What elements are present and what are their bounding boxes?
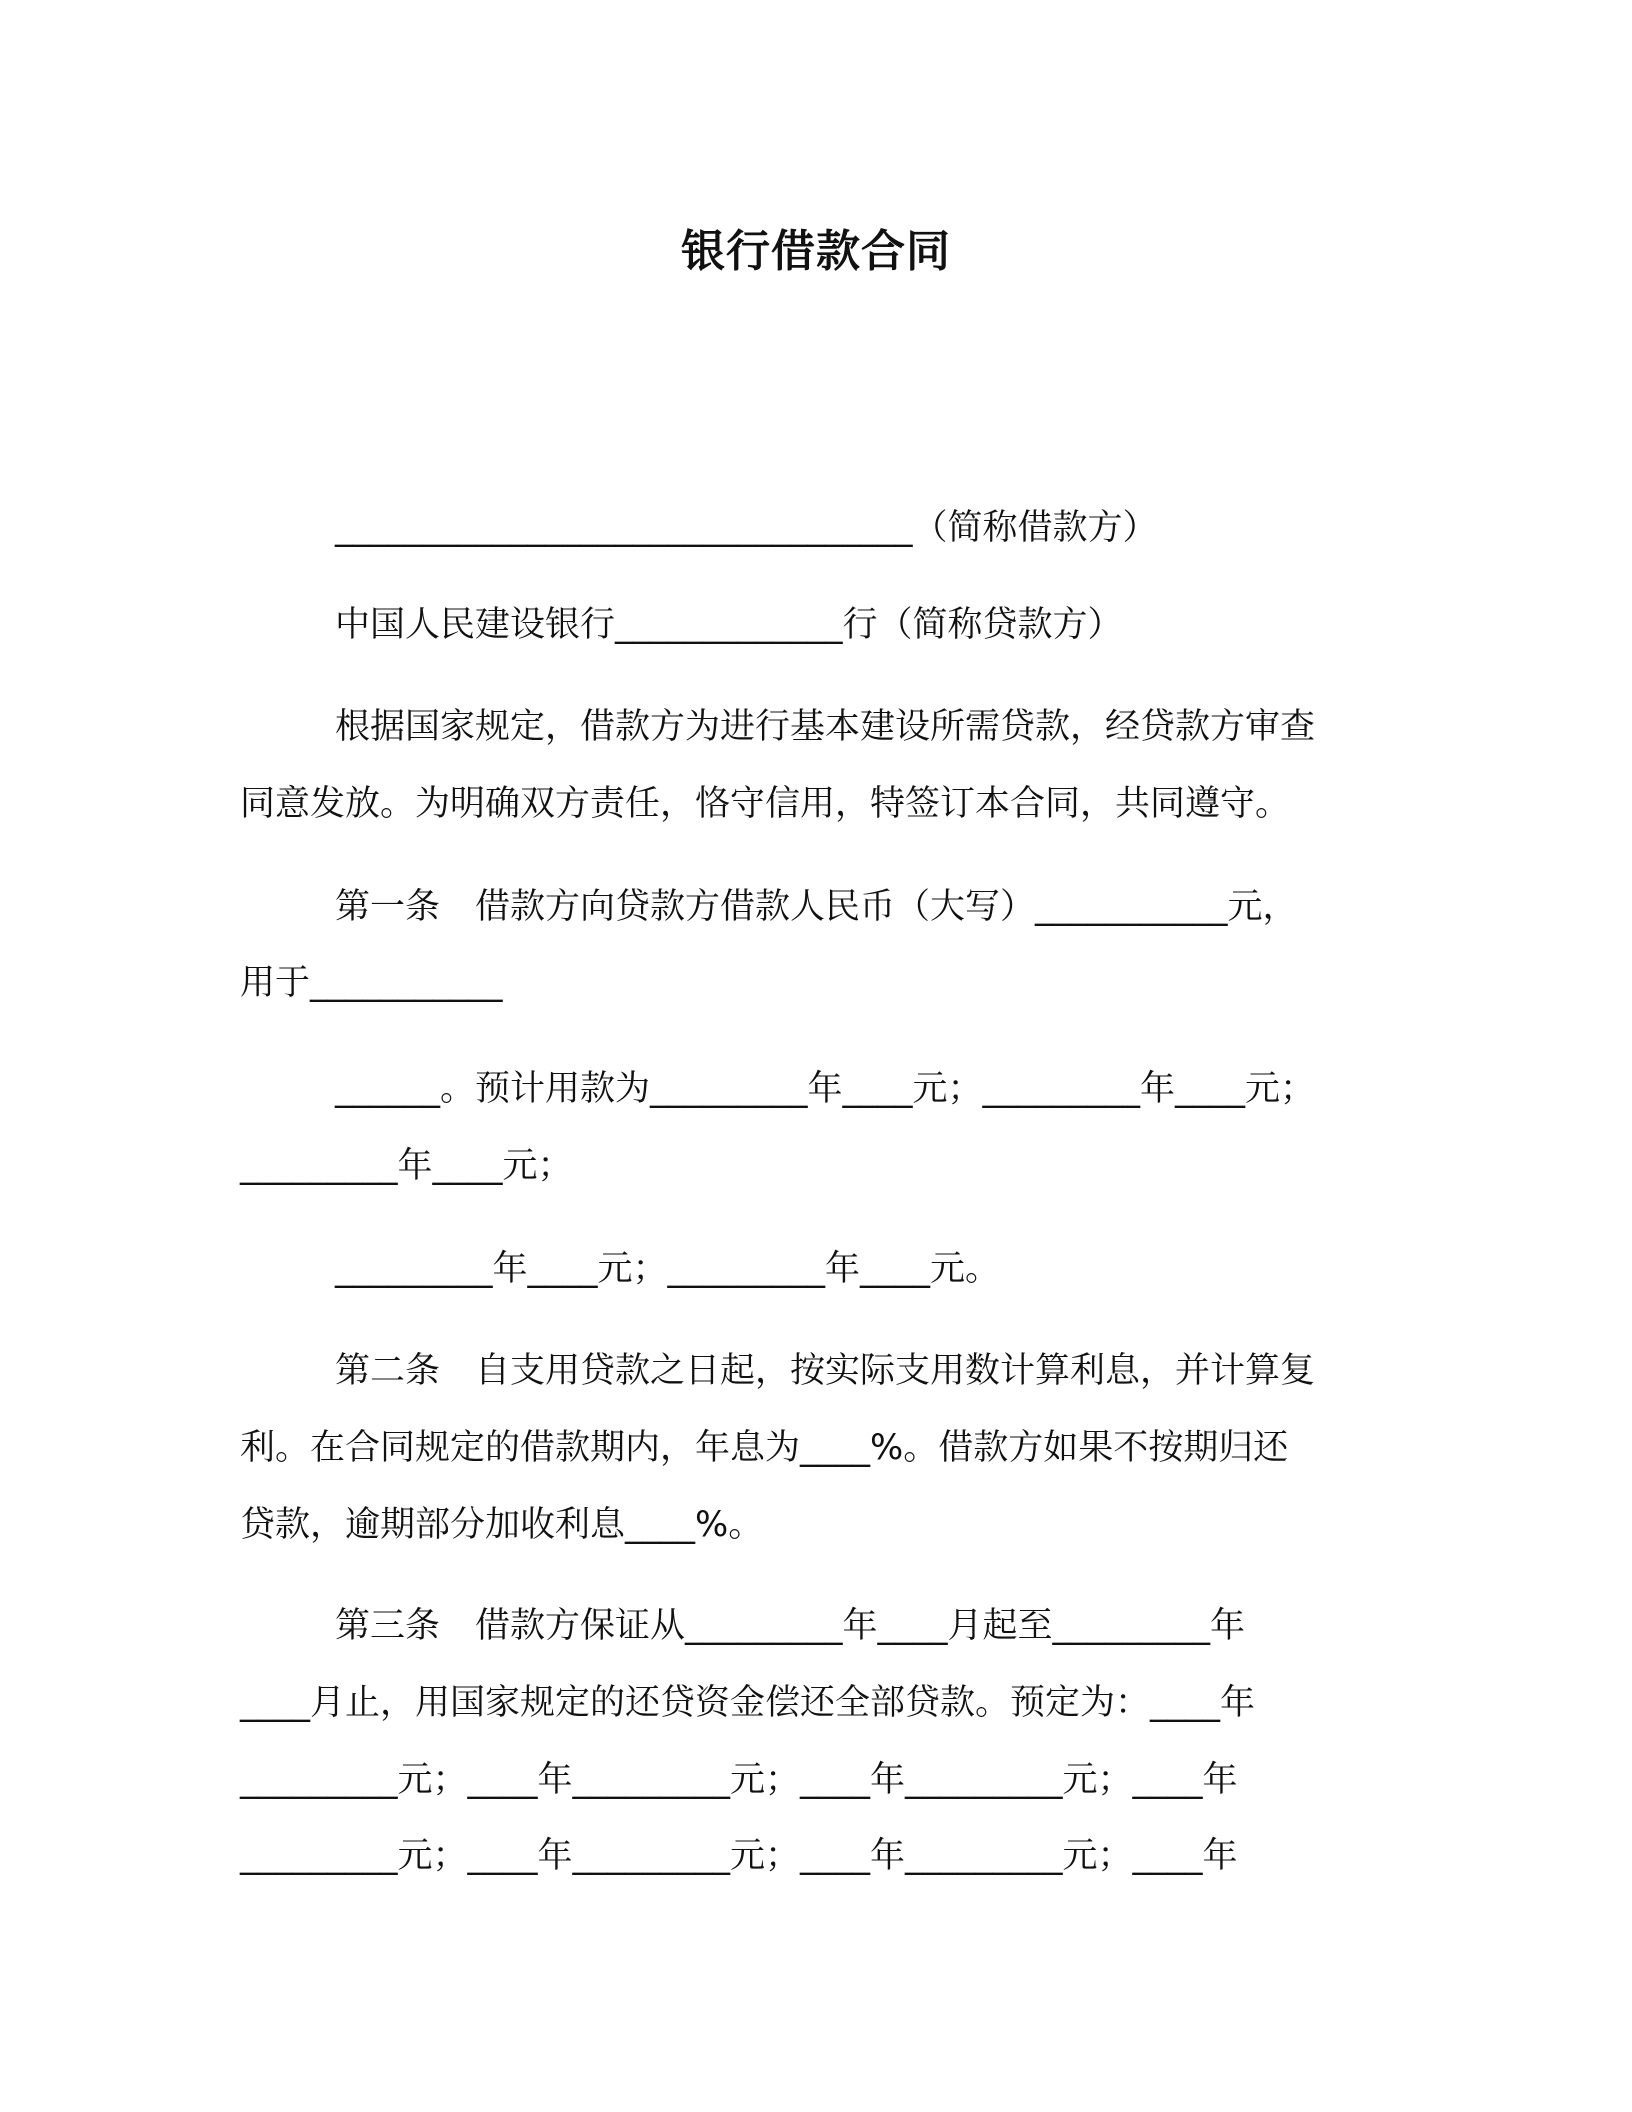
- document-title: 银行借款合同: [681, 226, 951, 277]
- lender-line: 中国人民建设银行_____________行（简称贷款方）: [335, 605, 1123, 645]
- article-3-line-2: ____月止，用国家规定的还贷资金偿还全部贷款。预定为：____年: [240, 1683, 1256, 1723]
- article-2-line-2: 利。在合同规定的借款期内，年息为____%。借款方如果不按期归还: [240, 1428, 1289, 1468]
- article-1-line-4: _________年____元；: [240, 1146, 573, 1186]
- preamble-line-2: 同意发放。为明确双方责任，恪守信用，特签订本合同，共同遵守。: [240, 784, 1291, 824]
- preamble-line-1: 根据国家规定，借款方为进行基本建设所需贷款，经贷款方审查: [335, 707, 1316, 747]
- article-1-line-1: 第一条 借款方向贷款方借款人民币（大写）___________元，: [335, 887, 1298, 927]
- borrower-line: _________________________________（简称借款方）: [335, 508, 1158, 548]
- article-1-line-3: ______。预计用款为_________年____元；_________年____元；: [335, 1069, 1316, 1109]
- article-2-line-3: 贷款，逾期部分加收利息____%。: [240, 1505, 764, 1545]
- article-2-line-1: 第二条 自支用贷款之日起，按实际支用数计算利息，并计算复: [335, 1351, 1316, 1391]
- article-3-line-1: 第三条 借款方保证从_________年____月起至_________年: [335, 1606, 1246, 1646]
- article-3-line-4: _________元；____年_________元；____年_________元；____年: [240, 1836, 1238, 1876]
- article-1-line-5: _________年____元；_________年____元。: [335, 1249, 1001, 1289]
- article-1-line-2: 用于___________: [240, 963, 503, 1003]
- article-3-line-3: _________元；____年_________元；____年_________元；____年: [240, 1760, 1238, 1800]
